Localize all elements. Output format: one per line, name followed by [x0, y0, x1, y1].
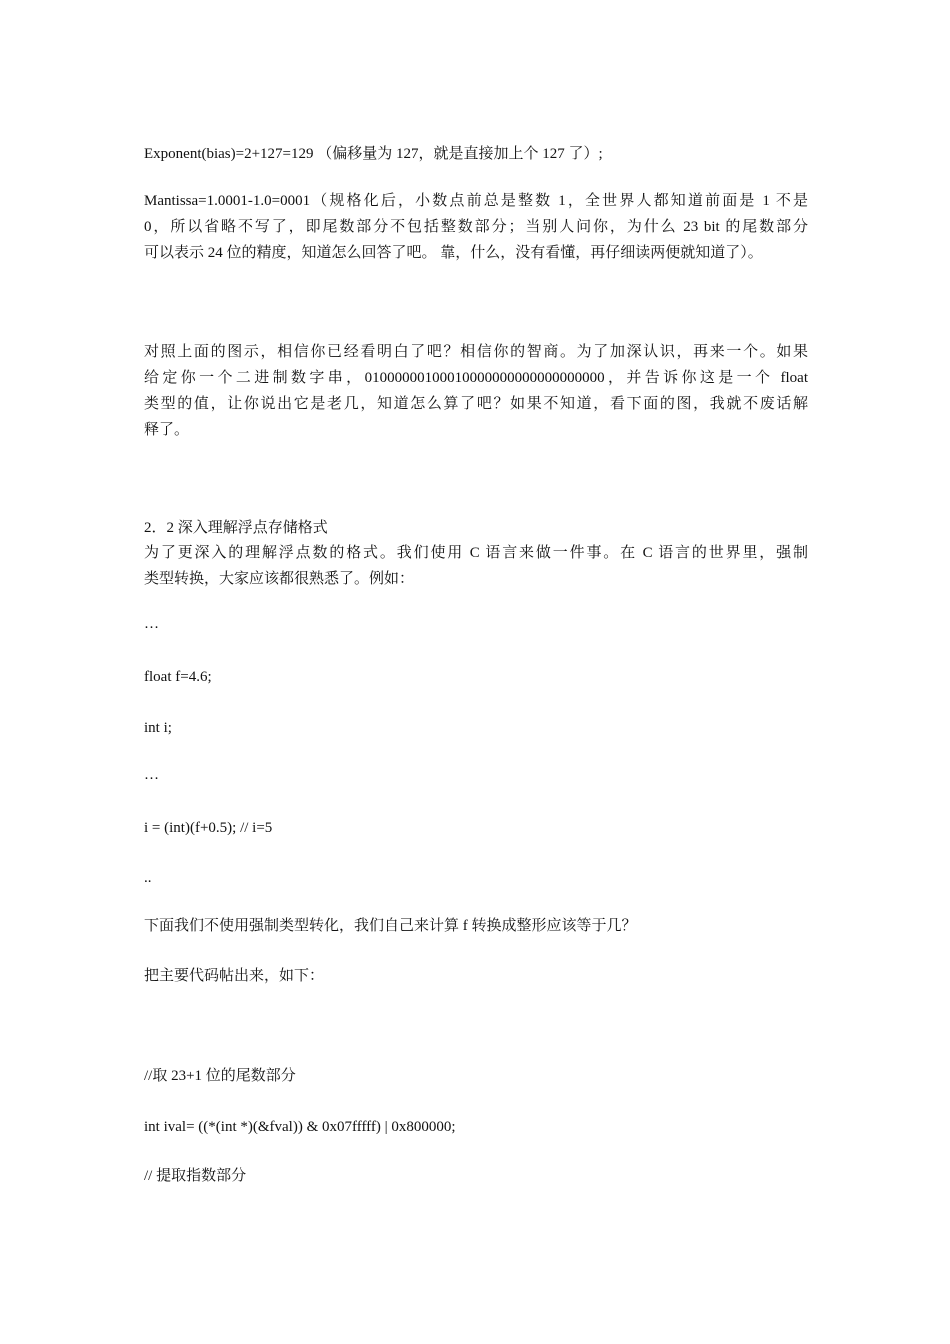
question-line: 下面我们不使用强制类型转化，我们自己来计算 f 转换成整形应该等于几？ — [144, 918, 637, 934]
code-intro-line: 把主要代码帖出来，如下： — [144, 968, 325, 984]
section-intro-line-1: 为了更深入的理解浮点数的格式。我们使用 C 语言来做一件事。在 C 语言的世界里，强制 — [144, 545, 808, 561]
paragraph-line-1: 对照上面的图示，相信你已经看明白了吧？相信你的智商。为了加深认识，再来一个。如果 — [144, 344, 808, 360]
exponent-bias-line: Exponent(bias)=2+127=129 （偏移量为 127，就是直接加上个 127 了）; — [144, 146, 603, 162]
section-heading: 2．2 深入理解浮点存储格式 — [144, 520, 328, 536]
paragraph-line-3: 类型的值，让你说出它是老几，知道怎么算了吧？如果不知道，看下面的图，我就不废话解 — [144, 396, 808, 412]
code-float-line: float f=4.6; — [144, 669, 212, 685]
dots-line: .. — [144, 870, 152, 886]
paragraph-line-2: 给定你一个二进制数字串，01000000100010000000000000000000，并告诉你这是一个 float — [144, 370, 808, 386]
mantissa-line-2: 0，所以省略不写了，即尾数部分不包括整数部分；当别人问你，为什么 23 bit 的尾数部分 — [144, 219, 808, 235]
code-cast-line: i = (int)(f+0.5); // i=5 — [144, 820, 273, 836]
section-intro-line-2: 类型转换，大家应该都很熟悉了。例如： — [144, 571, 415, 587]
code-ival-line: int ival= ((*(int *)(&fval)) & 0x07fffff) | 0x800000; — [144, 1119, 456, 1135]
ellipsis-line-1: … — [144, 616, 159, 632]
comment-exponent-line: // 提取指数部分 — [144, 1168, 247, 1184]
mantissa-line-1: Mantissa=1.0001-1.0=0001（规格化后，小数点前总是整数 1，全世界人都知道前面是 1 不是 — [144, 193, 808, 209]
mantissa-line-3: 可以表示 24 位的精度，知道怎么回答了吧。 靠，什么，没有看懂，再仔细读两便就知道了）。 — [144, 245, 763, 261]
paragraph-line-4: 释了。 — [144, 422, 190, 438]
code-int-line: int i; — [144, 720, 172, 736]
comment-mantissa-line: //取 23+1 位的尾数部分 — [144, 1068, 296, 1084]
ellipsis-line-2: … — [144, 767, 159, 783]
